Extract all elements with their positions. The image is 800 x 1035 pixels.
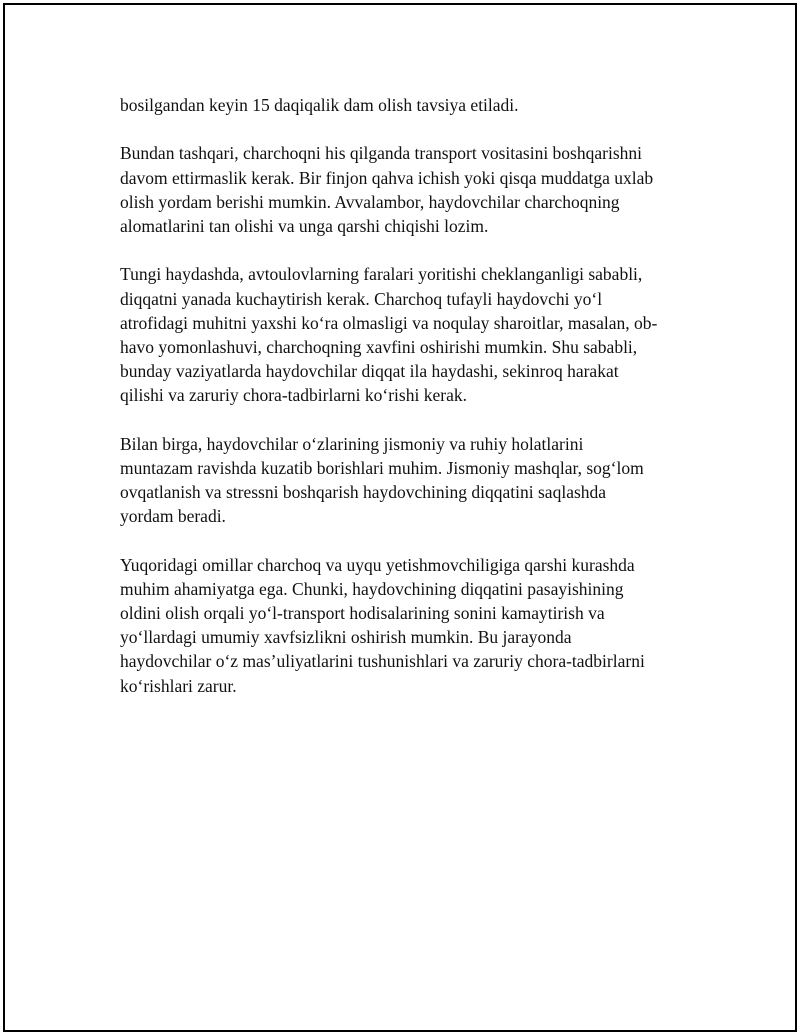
text-line: Yuqoridagi omillar charchoq va uyqu yetishmovchiligiga qarshi kurashda [120, 554, 635, 575]
text-line: bosilgandan keyin 15 daqiqalik dam olish tavsiya etiladi. [120, 95, 519, 115]
text-line: ovqatlanish va stressni boshqarish haydovchining diqqatini saqlashda [120, 482, 607, 502]
text-line: havo yomonlashuvi, charchoqning xavfini oshirishi mumkin. Shu sababli, [120, 336, 638, 357]
paragraph-5 [120, 553, 695, 698]
text-line: muntazam ravishda kuzatib borishlari muhim. Jismoniy mashqlar, sog‘lom [120, 457, 644, 478]
text-line: yordam beradi. [120, 506, 226, 527]
text-line: olish yordam berishi mumkin. Avvalambor, haydovchilar charchoqning [120, 191, 620, 212]
text-line: muhim ahamiyatga ega. Chunki, haydovchining diqqatini pasayishining [120, 578, 624, 599]
text-line: atrofidagi muhitni yaxshi ko‘ra olmasligi va noqulay sharoitlar, masalan, ob- [120, 312, 658, 333]
document-body [120, 93, 695, 722]
text-line: Bilan birga, haydovchilar o‘zlarining jismoniy va ruhiy holatlarini [120, 433, 584, 454]
text-line: Tungi haydashda, avtoulovlarning faralari yoritishi cheklanganligi sababli, [120, 264, 643, 285]
text-line: ko‘rishlari zarur. [120, 675, 237, 696]
document-page [3, 3, 797, 1032]
paragraph-3 [120, 262, 695, 407]
text-line: davom ettirmaslik kerak. Bir finjon qahva ichish yoki qisqa muddatga uxlab [120, 167, 654, 188]
text-line: haydovchilar o‘z mas’uliyatlarini tushunishlari va zaruriy chora-tadbirlarni [120, 651, 645, 672]
paragraph-1 [120, 93, 695, 117]
paragraph-2 [120, 141, 695, 238]
text-line: qilishi va zaruriy chora-tadbirlarni ko‘rishi kerak. [120, 385, 467, 406]
text-line: diqqatni yanada kuchaytirish kerak. Charchoq tufayli haydovchi yo‘l [120, 288, 603, 309]
text-line: alomatlarini tan olishi va unga qarshi chiqishi lozim. [120, 215, 489, 236]
text-line: oldini olish orqali yo‘l-transport hodisalarining sonini kamaytirish va [120, 602, 605, 623]
text-line: bunday vaziyatlarda haydovchilar diqqat ila haydashi, sekinroq harakat [120, 361, 619, 382]
text-line: yo‘llardagi umumiy xavfsizlikni oshirish mumkin. Bu jarayonda [120, 627, 572, 648]
paragraph-4 [120, 432, 695, 529]
text-line: Bundan tashqari, charchoqni his qilganda transport vositasini boshqarishni [120, 143, 642, 164]
